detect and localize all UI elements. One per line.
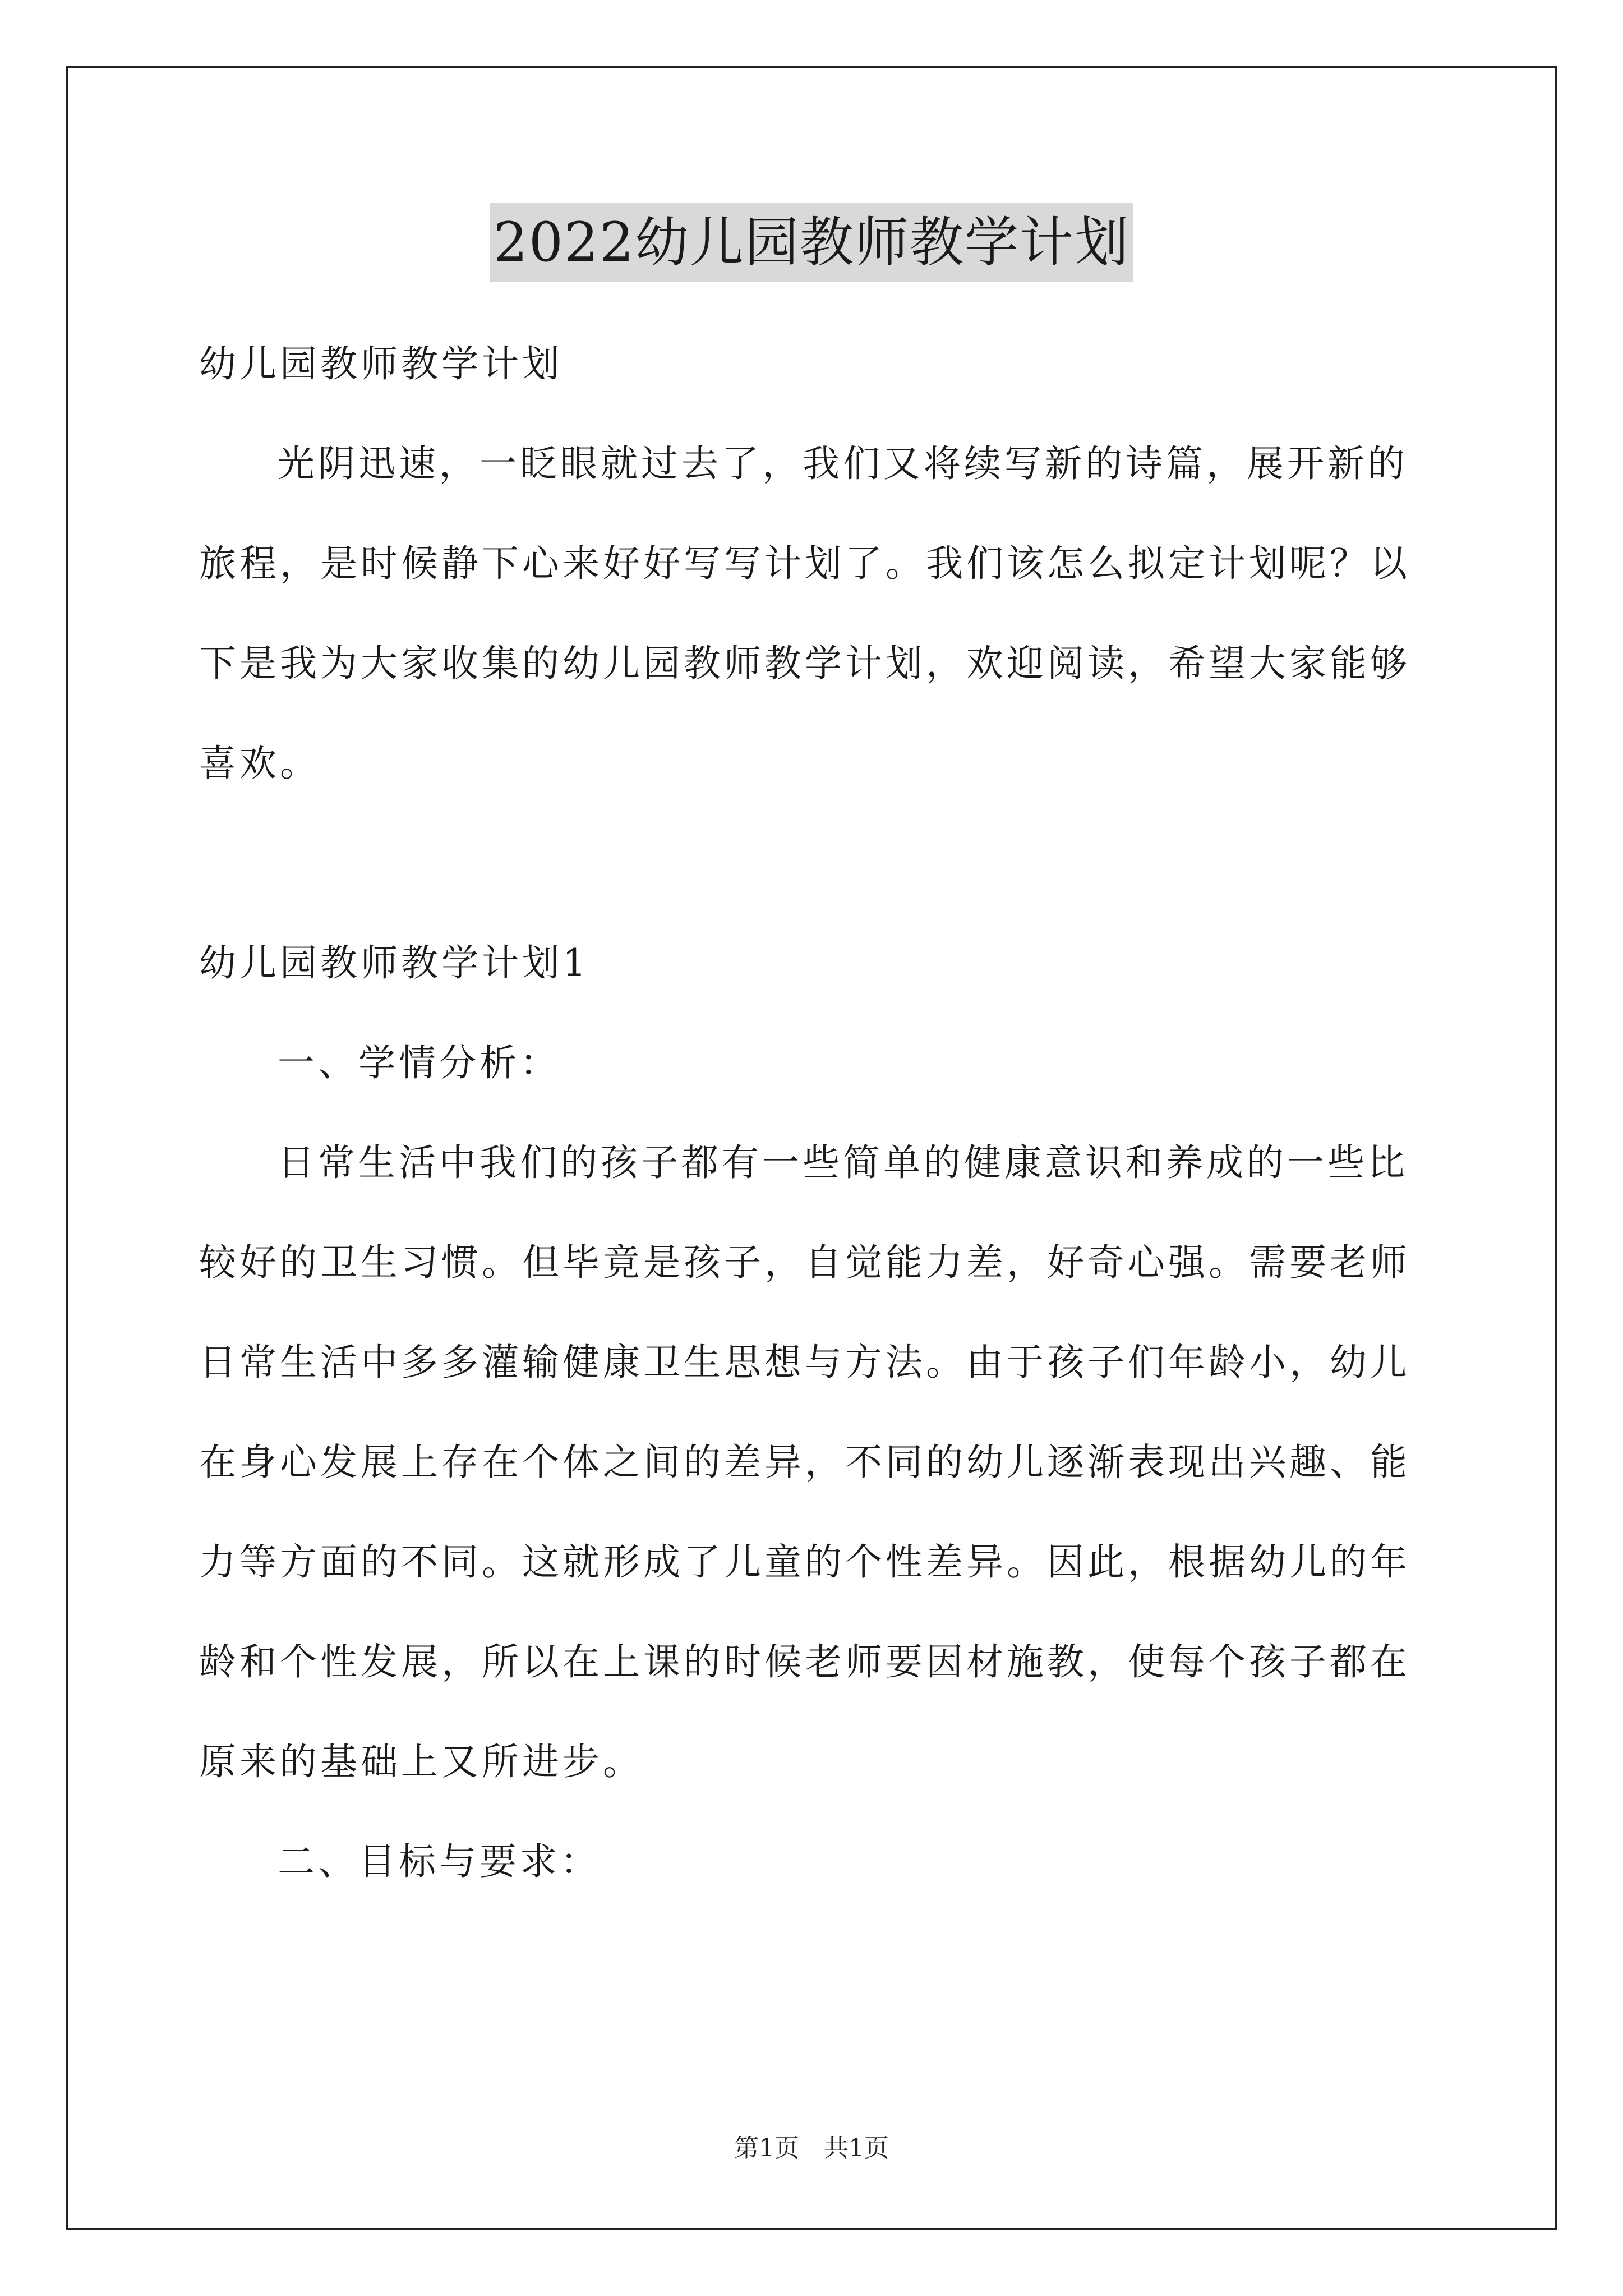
page-footer: 第1页 共1页: [734, 2134, 889, 2162]
section-heading: 幼儿园教师教学计划1: [199, 941, 589, 984]
subsection-heading-2: 二、目标与要求：: [278, 1840, 601, 1883]
title-wrap: [0, 203, 1623, 282]
document-title: 2022幼儿园教师教学计划: [490, 203, 1133, 282]
paragraph-analysis: 日常生活中我们的孩子都有一些简单的健康意识和养成的一些比较好的卫生习惯。但毕竟是孩子，自觉能力差，好奇心强。需要老师日常生活中多多灌输健康卫生思想与方法。由于孩子们年龄小，幼儿在身心发展上存在个体之间的差异，不同的幼儿逐渐表现出兴趣、能力等方面的不同。这就形成了儿童的个性差异。因此，根据幼儿的年龄和个性发展，所以在上课的时候老师要因材施教，使每个孩子都在原来的基础上又所进步。: [199, 1141, 1410, 1783]
document-body: [199, 314, 1424, 1912]
subsection-heading-1: 一、学情分析：: [278, 1041, 560, 1084]
paragraph-intro: 光阴迅速，一眨眼就过去了，我们又将续写新的诗篇，展开新的旅程，是时候静下心来好好写写计划了。我们该怎么拟定计划呢？以下是我为大家收集的幼儿园教师教学计划，欢迎阅读，希望大家能够喜欢。: [199, 442, 1410, 785]
spacer: [199, 813, 1424, 913]
paragraph-heading: 幼儿园教师教学计划: [199, 342, 562, 385]
